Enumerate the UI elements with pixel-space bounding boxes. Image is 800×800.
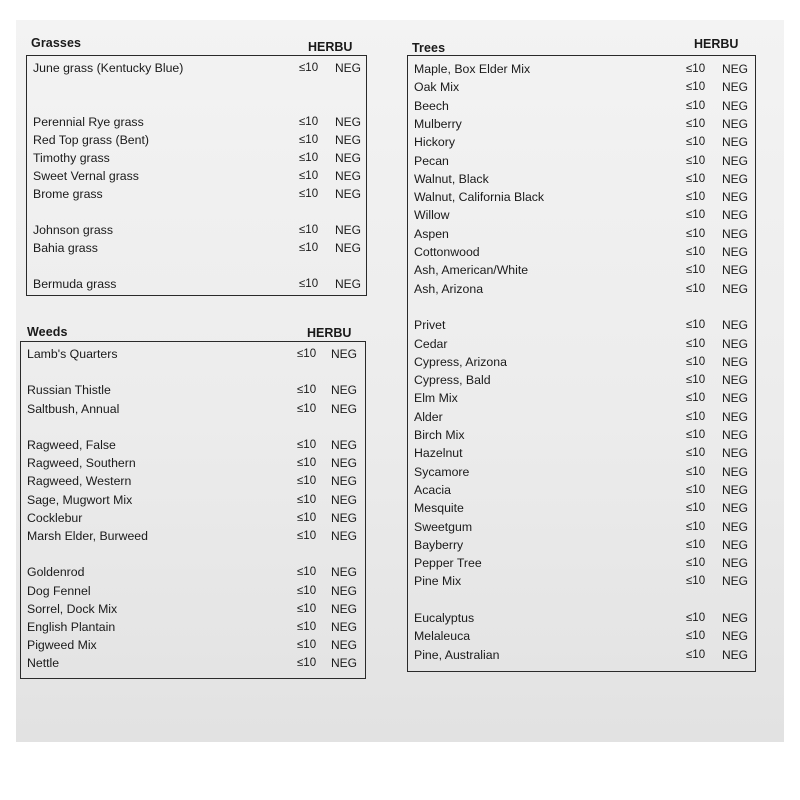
trees-allergen-result: NEG <box>722 190 749 205</box>
grasses-allergen-name: Red Top grass (Bent) <box>33 133 149 147</box>
grasses-row <box>27 239 366 257</box>
trees-row <box>408 133 755 151</box>
weeds-row <box>21 654 365 672</box>
trees-row <box>408 152 755 170</box>
weeds-allergen-value: ≤10 <box>297 584 317 597</box>
grasses-allergen-value: ≤10 <box>299 134 319 146</box>
grasses-allergen-name: Bahia grass <box>33 241 98 255</box>
trees-allergen-name: Willow <box>414 208 450 223</box>
trees-allergen-name: Beech <box>414 98 449 113</box>
trees-herbu-header: HERBU <box>694 37 739 51</box>
trees-allergen-result: NEG <box>722 62 749 76</box>
trees-allergen-name: Sweetgum <box>414 519 473 534</box>
trees-row <box>408 536 755 554</box>
grasses-allergen-result: NEG <box>335 187 362 201</box>
weeds-allergen-value: ≤10 <box>297 511 317 524</box>
trees-allergen-value: ≤10 <box>686 172 706 185</box>
trees-allergen-value: ≤10 <box>686 483 706 496</box>
trees-allergen-result: NEG <box>722 428 749 442</box>
weeds-allergen-name: Sage, Mugwort Mix <box>27 492 133 507</box>
weeds-allergen-value: ≤10 <box>297 384 317 397</box>
weeds-allergen-result: NEG <box>331 583 358 598</box>
trees-row <box>408 170 755 188</box>
grasses-allergen-name: Brome grass <box>33 187 103 201</box>
weeds-allergen-value: ≤10 <box>297 475 317 488</box>
weeds-row <box>21 363 365 381</box>
trees-allergen-name: Elm Mix <box>414 391 458 406</box>
trees-allergen-name: Hickory <box>414 135 455 150</box>
grasses-row <box>27 221 366 239</box>
weeds-allergen-name: Ragweed, False <box>27 438 116 452</box>
trees-allergen-name: Cypress, Bald <box>414 373 491 388</box>
grasses-allergen-value: ≤10 <box>299 188 319 200</box>
trees-allergen-value: ≤10 <box>686 355 706 368</box>
weeds-allergen-value: ≤10 <box>297 602 317 615</box>
weeds-allergen-result: NEG <box>331 510 358 525</box>
weeds-row <box>21 636 365 654</box>
grasses-row <box>27 203 366 221</box>
trees-allergen-value: ≤10 <box>686 557 706 570</box>
trees-allergen-result: NEG <box>722 116 749 131</box>
weeds-allergen-result: NEG <box>331 529 358 543</box>
trees-allergen-result: NEG <box>722 153 749 168</box>
trees-allergen-value: ≤10 <box>686 575 706 588</box>
trees-allergen-result: NEG <box>722 501 749 516</box>
trees-allergen-value: ≤10 <box>686 429 706 441</box>
grasses-allergen-name: Timothy grass <box>33 151 110 165</box>
trees-row <box>408 499 755 517</box>
trees-row <box>408 518 755 536</box>
trees-allergen-result: NEG <box>722 226 749 241</box>
trees-row <box>408 97 755 115</box>
weeds-row <box>21 545 365 563</box>
weeds-allergen-name: Saltbush, Annual <box>27 401 120 416</box>
grasses-allergen-name: Perennial Rye grass <box>33 115 144 129</box>
weeds-allergen-result: NEG <box>331 456 358 471</box>
weeds-allergen-result: NEG <box>331 474 358 489</box>
weeds-row <box>21 618 365 636</box>
grasses-allergen-name: Bermuda grass <box>33 277 117 291</box>
trees-row <box>408 554 755 572</box>
trees-row <box>408 243 755 261</box>
weeds-allergen-name: Goldenrod <box>27 565 85 580</box>
trees-allergen-name: Bayberry <box>414 537 464 552</box>
trees-allergen-value: ≤10 <box>686 465 706 478</box>
grasses-allergen-value: ≤10 <box>299 152 319 164</box>
trees-allergen-value: ≤10 <box>686 374 706 387</box>
trees-allergen-name: Pepper Tree <box>414 556 482 571</box>
weeds-allergen-name: Marsh Elder, Burweed <box>27 529 148 543</box>
weeds-allergen-result: NEG <box>331 620 358 634</box>
trees-row <box>408 408 755 426</box>
trees-allergen-result: NEG <box>722 556 749 571</box>
grasses-allergen-result: NEG <box>335 241 362 255</box>
weeds-allergen-name: Ragweed, Southern <box>27 456 136 471</box>
grasses-allergen-value: ≤10 <box>299 116 319 128</box>
trees-allergen-value: ≤10 <box>686 191 706 204</box>
weeds-row <box>21 509 365 527</box>
weeds-row <box>21 454 365 472</box>
grasses-herbu-header: HERBU <box>308 40 353 54</box>
trees-allergen-result: NEG <box>722 245 749 259</box>
trees-allergen-value: ≤10 <box>686 520 706 533</box>
trees-allergen-name: Privet <box>414 318 446 333</box>
trees-allergen-result: NEG <box>722 482 749 497</box>
weeds-allergen-result: NEG <box>331 638 358 653</box>
weeds-row <box>21 563 365 581</box>
weeds-row <box>21 381 365 399</box>
trees-allergen-name: Cypress, Arizona <box>414 354 507 369</box>
trees-allergen-value: ≤10 <box>686 630 706 643</box>
trees-row <box>408 78 755 96</box>
trees-allergen-result: NEG <box>722 537 749 552</box>
weeds-allergen-value: ≤10 <box>297 457 317 470</box>
weeds-allergen-result: NEG <box>331 656 358 671</box>
trees-allergen-value: ≤10 <box>686 117 706 130</box>
trees-row <box>408 115 755 133</box>
grasses-allergen-value: ≤10 <box>299 170 319 182</box>
weeds-allergen-value: ≤10 <box>297 639 317 652</box>
trees-row <box>408 371 755 389</box>
grasses-allergen-value: ≤10 <box>299 242 319 254</box>
trees-allergen-result: NEG <box>722 391 749 406</box>
weeds-row <box>21 345 365 363</box>
grasses-allergen-result: NEG <box>335 151 362 165</box>
trees-allergen-value: ≤10 <box>686 136 706 149</box>
trees-allergen-value: ≤10 <box>686 154 706 167</box>
weeds-allergen-value: ≤10 <box>297 621 317 633</box>
trees-allergen-value: ≤10 <box>686 392 706 405</box>
trees-row <box>408 481 755 499</box>
trees-allergen-value: ≤10 <box>686 81 706 94</box>
trees-row <box>408 389 755 407</box>
trees-allergen-name: Sycamore <box>414 464 470 479</box>
trees-row <box>408 572 755 590</box>
weeds-allergen-result: NEG <box>331 347 358 361</box>
weeds-allergen-name: Sorrel, Dock Mix <box>27 601 118 616</box>
grasses-allergen-result: NEG <box>335 277 362 291</box>
trees-allergen-name: Hazelnut <box>414 446 463 461</box>
trees-allergen-value: ≤10 <box>686 319 706 332</box>
weeds-allergen-value: ≤10 <box>297 493 317 506</box>
trees-allergen-value: ≤10 <box>686 99 706 112</box>
trees-row <box>408 316 755 334</box>
grasses-row <box>27 185 366 203</box>
trees-row <box>408 646 755 664</box>
trees-allergen-name: Cedar <box>414 336 448 351</box>
weeds-allergen-name: Pigweed Mix <box>27 638 97 653</box>
weeds-row <box>21 491 365 509</box>
trees-row <box>408 60 755 78</box>
trees-table <box>407 55 756 672</box>
trees-allergen-name: Alder <box>414 409 443 424</box>
trees-allergen-result: NEG <box>722 647 749 662</box>
weeds-allergen-name: Cocklebur <box>27 510 83 525</box>
grasses-row <box>27 95 366 113</box>
grasses-allergen-value: ≤10 <box>299 62 319 74</box>
weeds-row <box>21 600 365 618</box>
trees-allergen-value: ≤10 <box>686 648 706 661</box>
trees-row <box>408 335 755 353</box>
trees-row <box>408 225 755 243</box>
trees-allergen-value: ≤10 <box>686 63 706 75</box>
grasses-row <box>27 257 366 275</box>
trees-allergen-name: Walnut, Black <box>414 171 489 186</box>
grasses-row <box>27 113 366 131</box>
weeds-row <box>21 582 365 600</box>
weeds-allergen-result: NEG <box>331 601 358 616</box>
weeds-allergen-name: Russian Thistle <box>27 383 111 398</box>
trees-allergen-result: NEG <box>722 171 749 186</box>
trees-allergen-value: ≤10 <box>686 209 706 222</box>
weeds-allergen-name: Ragweed, Western <box>27 474 132 489</box>
trees-row <box>408 444 755 462</box>
trees-allergen-value: ≤10 <box>686 538 706 551</box>
trees-allergen-name: Walnut, California Black <box>414 190 545 205</box>
trees-allergen-result: NEG <box>722 464 749 479</box>
trees-allergen-result: NEG <box>722 263 749 278</box>
weeds-row <box>21 472 365 490</box>
weeds-allergen-result: NEG <box>331 438 358 452</box>
trees-allergen-value: ≤10 <box>686 246 706 258</box>
weeds-allergen-name: Nettle <box>27 656 60 671</box>
weeds-allergen-value: ≤10 <box>297 348 317 360</box>
grasses-title: Grasses <box>31 36 82 50</box>
trees-allergen-value: ≤10 <box>686 502 706 515</box>
weeds-table <box>20 341 366 679</box>
weeds-allergen-value: ≤10 <box>297 566 317 579</box>
grasses-allergen-name: Sweet Vernal grass <box>33 169 139 183</box>
trees-allergen-name: Pecan <box>414 153 449 168</box>
trees-allergen-result: NEG <box>722 80 749 95</box>
trees-row <box>408 298 755 316</box>
grasses-row <box>27 149 366 167</box>
weeds-allergen-value: ≤10 <box>297 439 317 451</box>
grasses-table <box>26 55 367 296</box>
weeds-row <box>21 418 365 436</box>
trees-allergen-value: ≤10 <box>686 612 706 624</box>
trees-row <box>408 627 755 645</box>
trees-allergen-name: Melaleuca <box>414 629 471 644</box>
grasses-row <box>27 275 366 293</box>
trees-allergen-result: NEG <box>722 611 749 625</box>
trees-row <box>408 261 755 279</box>
trees-title: Trees <box>412 41 446 55</box>
trees-allergen-name: Pine, Australian <box>414 647 500 662</box>
weeds-allergen-result: NEG <box>331 565 358 580</box>
trees-allergen-result: NEG <box>722 318 749 333</box>
trees-allergen-name: Aspen <box>414 226 449 241</box>
weeds-row <box>21 400 365 418</box>
grasses-allergen-result: NEG <box>335 115 362 129</box>
trees-allergen-value: ≤10 <box>686 282 706 295</box>
weeds-allergen-value: ≤10 <box>297 657 317 670</box>
trees-allergen-name: Cottonwood <box>414 245 480 259</box>
trees-allergen-name: Mulberry <box>414 116 462 131</box>
trees-allergen-value: ≤10 <box>686 410 706 423</box>
weeds-allergen-result: NEG <box>331 383 358 398</box>
trees-allergen-name: Acacia <box>414 482 451 497</box>
trees-allergen-result: NEG <box>722 281 749 296</box>
trees-allergen-result: NEG <box>722 574 749 589</box>
trees-allergen-value: ≤10 <box>686 264 706 277</box>
grasses-allergen-result: NEG <box>335 169 362 183</box>
trees-allergen-value: ≤10 <box>686 227 706 240</box>
trees-allergen-result: NEG <box>722 373 749 388</box>
trees-allergen-name: Maple, Box Elder Mix <box>414 62 531 76</box>
trees-row <box>408 280 755 298</box>
weeds-herbu-header: HERBU <box>307 326 352 340</box>
trees-allergen-name: Oak Mix <box>414 80 460 95</box>
weeds-allergen-result: NEG <box>331 492 358 507</box>
trees-allergen-value: ≤10 <box>686 447 706 460</box>
grasses-allergen-name: Johnson grass <box>33 223 113 237</box>
grasses-allergen-result: NEG <box>335 223 362 237</box>
grasses-allergen-name: June grass (Kentucky Blue) <box>33 61 184 75</box>
trees-allergen-name: Mesquite <box>414 501 464 516</box>
weeds-row <box>21 436 365 454</box>
trees-allergen-result: NEG <box>722 519 749 534</box>
trees-allergen-result: NEG <box>722 208 749 223</box>
grasses-allergen-result: NEG <box>335 133 362 147</box>
trees-allergen-result: NEG <box>722 354 749 369</box>
trees-allergen-name: Ash, American/White <box>414 263 529 278</box>
trees-allergen-name: Eucalyptus <box>414 611 475 625</box>
weeds-allergen-name: English Plantain <box>27 620 116 634</box>
grasses-row <box>27 59 366 77</box>
weeds-row <box>21 527 365 545</box>
trees-allergen-name: Birch Mix <box>414 428 465 442</box>
trees-allergen-name: Ash, Arizona <box>414 281 484 296</box>
weeds-allergen-name: Dog Fennel <box>27 583 91 598</box>
trees-row <box>408 426 755 444</box>
trees-allergen-result: NEG <box>722 336 749 351</box>
weeds-allergen-value: ≤10 <box>297 402 317 415</box>
trees-allergen-result: NEG <box>722 629 749 644</box>
trees-allergen-result: NEG <box>722 446 749 461</box>
grasses-allergen-value: ≤10 <box>299 278 319 290</box>
trees-row <box>408 353 755 371</box>
trees-row <box>408 206 755 224</box>
trees-row <box>408 463 755 481</box>
trees-row <box>408 609 755 627</box>
grasses-allergen-result: NEG <box>335 61 362 75</box>
trees-allergen-value: ≤10 <box>686 337 706 350</box>
weeds-allergen-name: Lamb's Quarters <box>27 347 118 361</box>
trees-allergen-result: NEG <box>722 98 749 113</box>
trees-allergen-name: Pine Mix <box>414 574 462 589</box>
weeds-allergen-value: ≤10 <box>297 530 317 542</box>
trees-allergen-result: NEG <box>722 409 749 424</box>
grasses-allergen-value: ≤10 <box>299 224 319 236</box>
grasses-row <box>27 77 366 95</box>
grasses-row <box>27 167 366 185</box>
grasses-row <box>27 131 366 149</box>
trees-allergen-result: NEG <box>722 135 749 150</box>
trees-row <box>408 188 755 206</box>
trees-row <box>408 591 755 609</box>
weeds-allergen-result: NEG <box>331 401 358 416</box>
weeds-title: Weeds <box>27 325 68 339</box>
